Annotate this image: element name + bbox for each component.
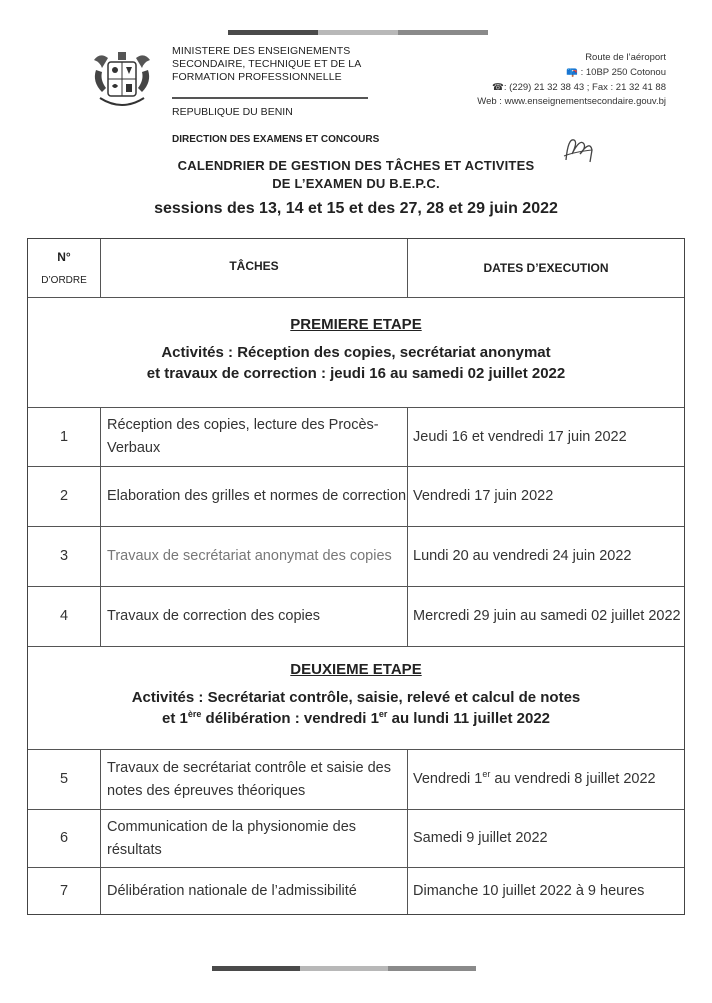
stage-2-activities-line-2: [28, 708, 684, 729]
table-row: [28, 809, 684, 867]
stage-2-sup-1: ère: [187, 709, 202, 719]
stage-2-block: [28, 646, 684, 749]
contact-web: Web : www.enseignementsecondaire.gouv.bj: [477, 96, 666, 108]
row-task: Communication de la physionomie des résultats: [101, 810, 408, 867]
row-num: 3: [28, 527, 101, 586]
ministry-name: [172, 45, 361, 84]
stage-2-text-part-c: au lundi 11 juillet 2022: [387, 710, 550, 727]
row-date-part-a: Vendredi 1: [413, 771, 483, 787]
stage-2-text-part-a: et 1: [162, 710, 188, 727]
contact-bp: 📪 : 10BP 250 Cotonou: [566, 66, 666, 78]
contact-block: [477, 51, 666, 110]
stage-2-text-part-b: délibération : vendredi 1: [201, 710, 379, 727]
direction-name: DIRECTION DES EXAMENS ET CONCOURS: [172, 134, 380, 145]
row-num: 1: [28, 408, 101, 466]
stage-2-sup-2: er: [378, 709, 388, 719]
table-row: [28, 867, 684, 914]
header-num: N°: [57, 250, 71, 264]
header-dates: DATES D’EXECUTION: [483, 260, 609, 275]
row-num: 4: [28, 587, 101, 646]
row-task: Réception des copies, lecture des Procès-Verbaux: [101, 408, 408, 466]
row-date-sup: er: [482, 769, 491, 780]
ministry-line-2: SECONDAIRE, TECHNIQUE ET DE LA: [172, 58, 362, 70]
header-ordre: D’ORDRE: [41, 275, 87, 286]
schedule-table: [27, 238, 685, 915]
bottom-decorative-bar: [212, 966, 476, 971]
ministry-divider: [172, 97, 368, 99]
contact-phone: ☎: (229) 21 32 38 43 ; Fax : 21 32 41 88: [492, 81, 666, 93]
row-task: Travaux de secrétariat anonymat des copies: [101, 527, 408, 586]
document-title-line-1: CALENDRIER DE GESTION DES TÂCHES ET ACTIVITES: [177, 158, 535, 173]
row-num: 7: [28, 868, 101, 914]
sessions-subtitle: sessions des 13, 14 et 15 et des 27, 28 et 29 juin 2022: [154, 200, 558, 217]
row-task: Travaux de correction des copies: [101, 587, 408, 646]
row-date-part-b: au vendredi 8 juillet 2022: [490, 771, 656, 787]
ministry-line-3: FORMATION PROFESSIONNELLE: [172, 71, 342, 83]
row-date: Dimanche 10 juillet 2022 à 9 heures: [413, 882, 645, 899]
row-date: [408, 750, 684, 809]
row-date: Jeudi 16 et vendredi 17 juin 2022: [413, 428, 627, 445]
stage-2-title: DEUXIEME ETAPE: [290, 661, 422, 678]
republic-name: REPUBLIQUE DU BENIN: [172, 106, 293, 118]
top-decorative-bar: [228, 30, 488, 35]
stage-2-activities-line-1: Activités : Secrétariat contrôle, saisie, relevé et calcul de notes: [131, 689, 581, 706]
row-task: Travaux de secrétariat contrôle et saisie des notes des épreuves théoriques: [101, 750, 408, 809]
table-row: [28, 407, 684, 466]
row-num: 6: [28, 810, 101, 867]
document-title-line-2: DE L’EXAMEN DU B.E.P.C.: [272, 176, 440, 191]
header-taches: TÂCHES: [101, 239, 408, 297]
row-date: Samedi 9 juillet 2022: [413, 830, 548, 846]
table-row: [28, 749, 684, 809]
stage-1-activities-line-1: Activités : Réception des copies, secrétariat anonymat: [161, 344, 551, 361]
table-row: [28, 526, 684, 586]
row-date: Vendredi 17 juin 2022: [413, 488, 554, 504]
stage-1-block: [28, 297, 684, 407]
table-row: [28, 466, 684, 526]
contact-address: Route de l’aéroport: [585, 52, 666, 63]
row-date: Lundi 20 au vendredi 24 juin 2022: [413, 548, 632, 564]
ministry-line-1: MINISTERE DES ENSEIGNEMENTS: [172, 45, 351, 57]
stage-1-title: PREMIERE ETAPE: [290, 316, 422, 333]
row-num: 2: [28, 467, 101, 526]
row-task: Délibération nationale de l’admissibilité: [101, 868, 408, 914]
table-row: [28, 586, 684, 646]
table-header-row: [28, 239, 684, 297]
row-task: Elaboration des grilles et normes de correction: [101, 467, 408, 526]
row-date: Mercredi 29 juin au samedi 02 juillet 2022: [413, 608, 681, 624]
coat-of-arms-emblem: [86, 48, 158, 120]
row-num: 5: [28, 750, 101, 809]
header-num-cell: [28, 239, 101, 297]
stage-1-activities-line-2: et travaux de correction : jeudi 16 au samedi 02 juillet 2022: [146, 365, 566, 382]
